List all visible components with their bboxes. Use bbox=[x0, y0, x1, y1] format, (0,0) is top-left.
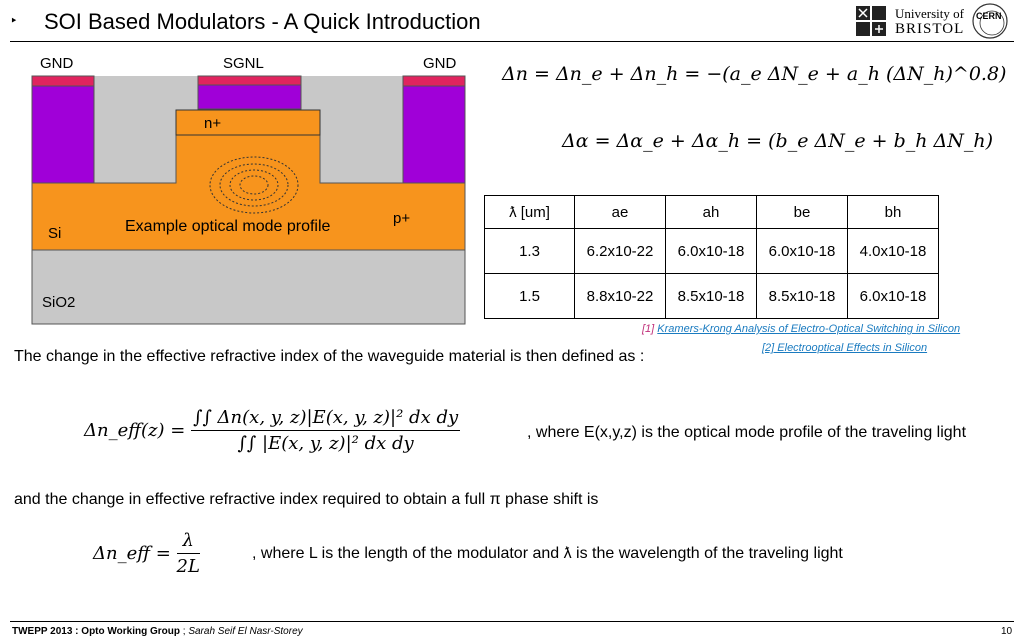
table-cell: 1.3 bbox=[485, 229, 575, 274]
logo-university: University of bbox=[895, 6, 964, 21]
table-cell: 8.8x10-22 bbox=[575, 274, 666, 319]
cern-logo-icon bbox=[970, 1, 1010, 41]
table-row bbox=[485, 274, 939, 319]
table-row bbox=[485, 229, 939, 274]
sio2-layer bbox=[32, 250, 465, 324]
footer-separator: ; bbox=[179, 626, 189, 637]
table-cell: 8.5x10-18 bbox=[757, 274, 848, 319]
si-label: Si bbox=[48, 225, 62, 242]
cern-logo-text: CERN bbox=[976, 11, 1002, 21]
n-plus-region bbox=[176, 110, 320, 135]
mode-profile-label: Example optical mode profile bbox=[125, 218, 331, 235]
reference-2 bbox=[762, 342, 927, 354]
table-header-cell: ae bbox=[575, 196, 666, 229]
table-header-cell: be bbox=[757, 196, 848, 229]
neff-integral-numerator: ∫∫ Δn(x, y, z)|E(x, y, z)|² dx dy bbox=[191, 407, 460, 431]
gnd-right-label: GND bbox=[423, 55, 457, 72]
reference-1-link[interactable]: Kramers-Krong Analysis of Electro-Optical Switching in Silicon bbox=[657, 323, 961, 335]
table-header-cell: bh bbox=[848, 196, 939, 229]
gnd-right-metal bbox=[403, 86, 465, 183]
gnd-left-contact bbox=[32, 76, 94, 86]
table-cell: 1.5 bbox=[485, 274, 575, 319]
neff-integral-fraction bbox=[191, 407, 460, 454]
table-cell: 4.0x10-18 bbox=[848, 229, 939, 274]
gnd-left-metal bbox=[32, 86, 94, 183]
where-e-text: , where E(x,y,z) is the optical mode profile of the traveling light bbox=[527, 424, 967, 441]
table-cell: 6.0x10-18 bbox=[848, 274, 939, 319]
bristol-crest-icon bbox=[855, 5, 889, 39]
title-bullet: ‣ bbox=[10, 13, 18, 28]
pi-shift-text: and the change in effective refractive index required to obtain a full π phase shift is bbox=[14, 491, 599, 508]
table-header-row bbox=[485, 196, 939, 229]
reference-1-number: [1] bbox=[642, 323, 655, 335]
neff-integral-equation bbox=[84, 407, 460, 454]
gnd-left-label: GND bbox=[40, 55, 74, 72]
neff-pi-lhs: Δn_eff = bbox=[93, 543, 171, 564]
page-number: 10 bbox=[1001, 626, 1013, 637]
neff-pi-fraction bbox=[177, 530, 200, 577]
reference-2-link[interactable]: [2] Electrooptical Effects in Silicon bbox=[762, 342, 928, 354]
bristol-logo bbox=[855, 5, 889, 44]
modulator-cross-section bbox=[30, 50, 470, 330]
footer-rule bbox=[10, 621, 1014, 622]
footer-event: TWEPP 2013 : Opto Working Group bbox=[12, 626, 180, 637]
footer-author: Sarah Seif El Nasr-Storey bbox=[188, 626, 303, 637]
logo-bristol: BRISTOL bbox=[895, 21, 965, 37]
table-cell: 6.0x10-18 bbox=[757, 229, 848, 274]
table-cell: 6.0x10-18 bbox=[666, 229, 757, 274]
table-header-cell: ah bbox=[666, 196, 757, 229]
neff-pi-numerator: λ bbox=[177, 530, 200, 554]
sgnl-label: SGNL bbox=[223, 55, 264, 72]
neff-integral-lhs: Δn_eff(z) = bbox=[84, 420, 186, 441]
neff-integral-denominator: ∫∫ |E(x, y, z)|² dx dy bbox=[237, 433, 414, 454]
slide-title: SOI Based Modulators - A Quick Introduction bbox=[44, 9, 481, 34]
reference-1 bbox=[642, 323, 960, 335]
n-plus-label: n+ bbox=[204, 115, 222, 132]
where-l-text: , where L is the length of the modulator and ƛ is the wavelength of the traveling light bbox=[252, 545, 843, 562]
delta-n-equation: Δn = Δn_e + Δn_h = −(a_e ΔN_e + a_h (ΔN_h)^0.8) bbox=[502, 63, 1007, 85]
coefficient-table bbox=[484, 195, 939, 319]
p-plus-label: p+ bbox=[393, 210, 411, 227]
table-cell: 6.2x10-22 bbox=[575, 229, 666, 274]
delta-alpha-equation: Δα = Δα_e + Δα_h = (b_e ΔN_e + b_h ΔN_h) bbox=[562, 130, 994, 152]
sio2-label: SiO2 bbox=[42, 294, 76, 311]
gnd-right-contact bbox=[403, 76, 465, 86]
table-header-cell: ƛ [um] bbox=[485, 196, 575, 229]
sgnl-contact bbox=[198, 76, 301, 85]
definition-text: The change in the effective refractive index of the waveguide material is then defined as : bbox=[14, 348, 645, 365]
table-cell: 8.5x10-18 bbox=[666, 274, 757, 319]
sgnl-metal bbox=[198, 85, 301, 109]
neff-pi-equation bbox=[93, 530, 200, 577]
footer-credit bbox=[12, 626, 303, 637]
neff-pi-denominator: 2L bbox=[176, 556, 200, 577]
